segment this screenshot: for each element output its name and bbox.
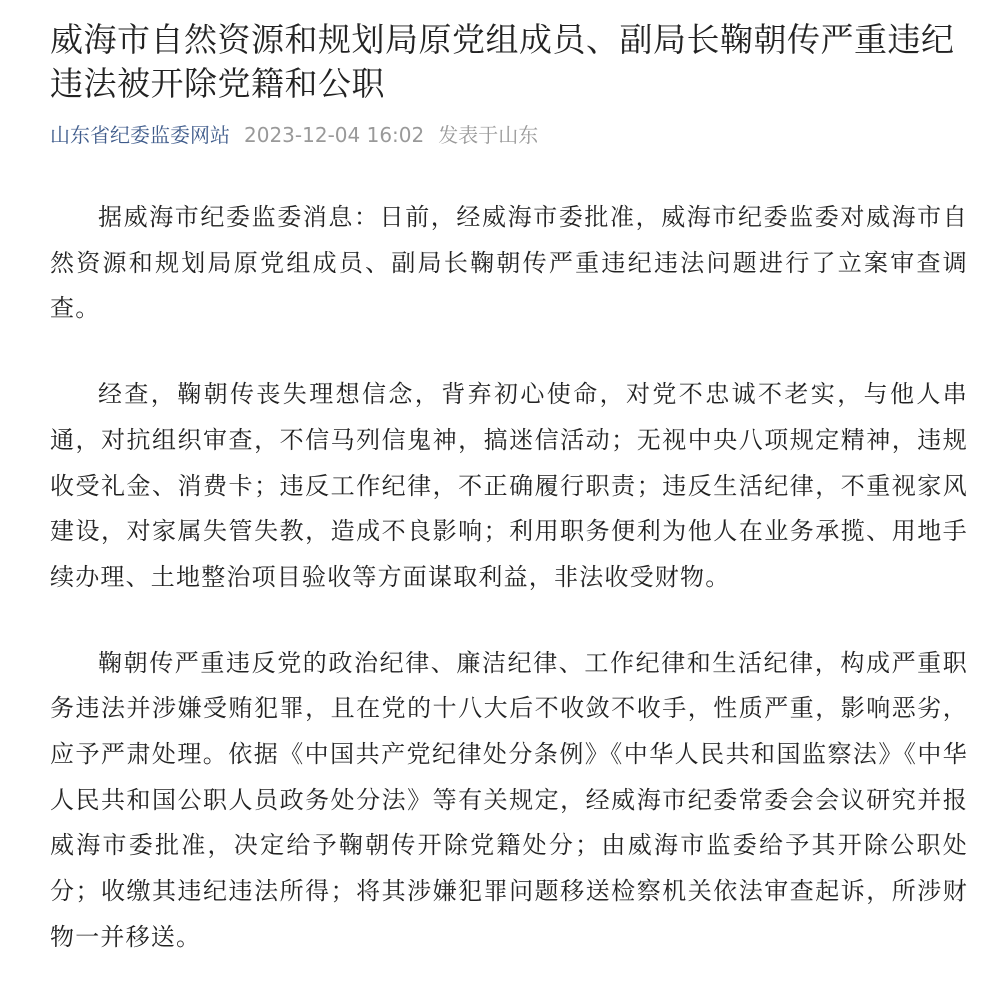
article-paragraph: 据威海市纪委监委消息：日前，经威海市委批准，威海市纪委监委对威海市自然资源和规划局原党组成员、副局长鞠朝传严重违纪违法问题进行了立案审查调查。: [50, 203, 968, 323]
article-meta: [50, 121, 538, 149]
article-body: [50, 195, 968, 1001]
article-title: 威海市自然资源和规划局原党组成员、副局长鞠朝传严重违纪违法被开除党籍和公职: [50, 20, 955, 103]
publish-location: 发表于山东: [438, 123, 539, 147]
source-link[interactable]: 山东省纪委监委网站: [50, 123, 230, 147]
article-paragraph: 鞠朝传严重违反党的政治纪律、廉洁纪律、工作纪律和生活纪律，构成严重职务违法并涉嫌受贿犯罪，且在党的十八大后不收敛不收手，性质严重，影响恶劣，应予严肃处理。依据《中国共产党纪律处分条例》《中华人民共和国监察法》《中华人民共和国公职人员政务处分法》等有关规定，经威海市纪委常委会会议研究并报威海市委批准，决定给予鞠朝传开除党籍处分；由威海市监委给予其开除公职处分；收缴其违纪违法所得；将其涉嫌犯罪问题移送检察机关依法审查起诉，所涉财物一并移送。: [50, 648, 968, 951]
publish-time: 2023-12-04 16:02: [244, 123, 425, 147]
article-paragraph: 经查，鞠朝传丧失理想信念，背弃初心使命，对党不忠诚不老实，与他人串通，对抗组织审查，不信马列信鬼神，搞迷信活动；无视中央八项规定精神，违规收受礼金、消费卡；违反工作纪律，不正确履行职责；违反生活纪律，不重视家风建设，对家属失管失教，造成不良影响；利用职务便利为他人在业务承揽、用地手续办理、土地整治项目验收等方面谋取利益，非法收受财物。: [50, 380, 968, 591]
